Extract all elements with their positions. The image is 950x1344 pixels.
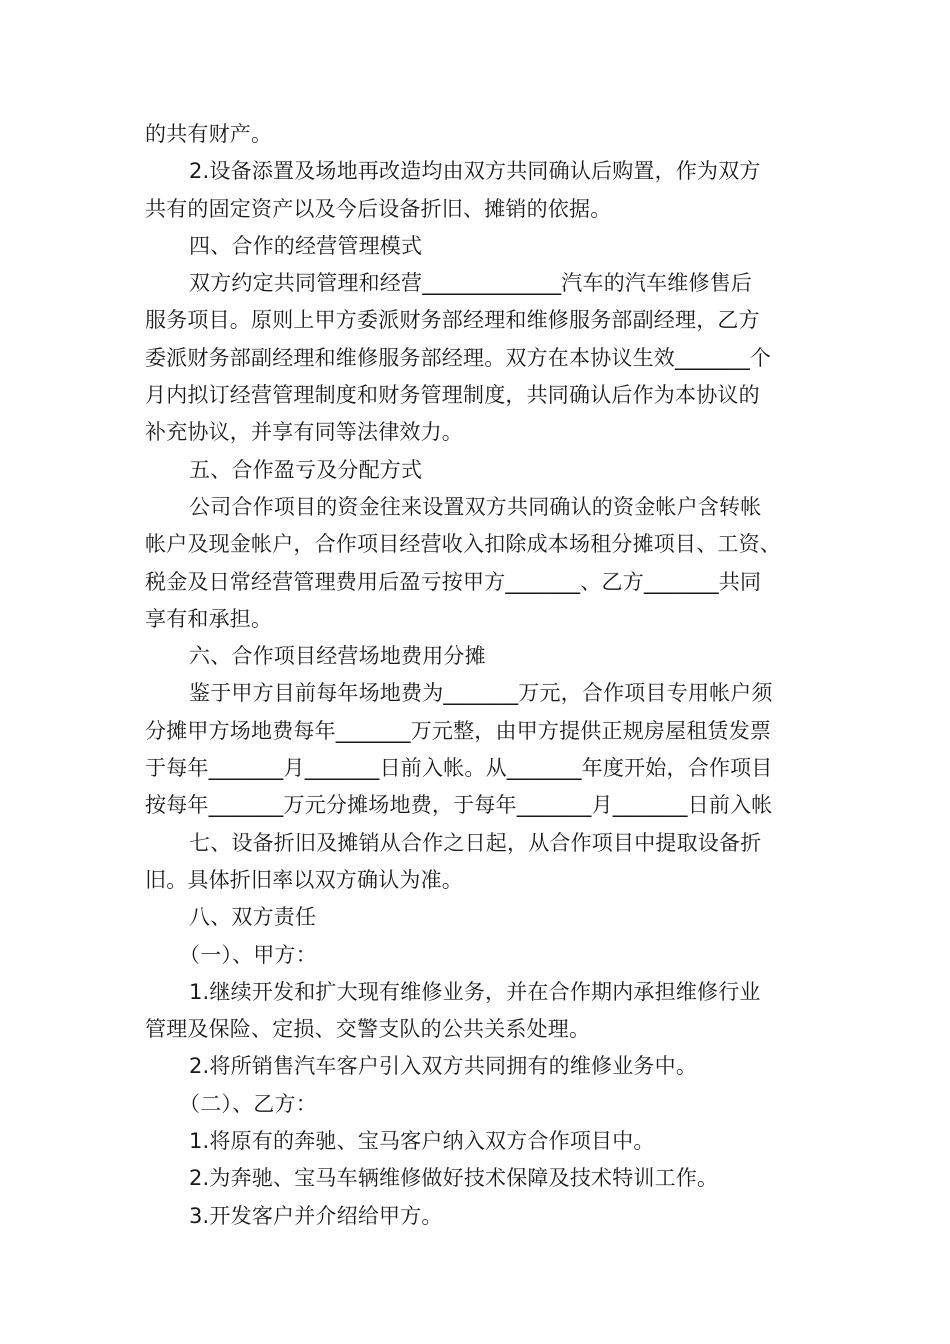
subsection-heading: （一）、甲方： (179, 942, 317, 967)
paragraph-line: 的共有财产。 (145, 122, 273, 146)
paragraph-line: 月内拟订经营管理制度和财务管理制度，共同确认后作为本协议的 (145, 383, 760, 408)
paragraph-line: 税金及日常经营管理费用后盈亏按甲方_______、乙方_______共同 (145, 569, 762, 594)
list-item: 2.为奔驰、宝马车辆维修做好技术保障及技术特训工作。 (189, 1166, 719, 1191)
paragraph-line: 2.设备添置及场地再改造均由双方共同确认后购置，作为双方 (189, 159, 761, 184)
paragraph-line: 共有的固定资产以及今后设备折旧、摊销的依据。 (145, 196, 612, 221)
paragraph-line: 委派财务部副经理和维修服务部经理。双方在本协议生效_______个 (145, 345, 772, 370)
list-item: 3.开发客户并介绍给甲方。 (189, 1203, 443, 1228)
paragraph-line: 于每年_______月_______日前入帐。从_______年度开始，合作项目 (145, 756, 773, 781)
paragraph-line: 按每年_______万元分摊场地费，于每年_______月_______日前入帐 (145, 793, 773, 818)
paragraph-line: 七、设备折旧及摊销从合作之日起，从合作项目中提取设备折 (189, 830, 762, 855)
list-item: 2.将所销售汽车客户引入双方共同拥有的维修业务中。 (189, 1054, 698, 1079)
paragraph-line: 服务项目。原则上甲方委派财务部经理和维修服务部副经理，乙方 (145, 308, 760, 333)
list-item: 1.继续开发和扩大现有维修业务，并在合作期内承担维修行业 (189, 979, 761, 1004)
subsection-heading: （二）、乙方： (179, 1091, 317, 1116)
paragraph-line: 鉴于甲方目前每年场地费为_______万元，合作项目专用帐户须 (189, 681, 773, 706)
section-heading: 四、合作的经营管理模式 (189, 233, 423, 258)
paragraph-line: 公司合作项目的资金往来设置双方共同确认的资金帐户含转帐 (189, 494, 762, 519)
section-heading: 六、合作项目经营场地费用分摊 (189, 644, 486, 669)
list-item: 1.将原有的奔驰、宝马客户纳入双方合作项目中。 (189, 1129, 655, 1154)
paragraph-line: 分摊甲方场地费每年_______万元整，由甲方提供正规房屋租赁发票 (145, 718, 772, 743)
section-heading: 八、双方责任 (189, 905, 317, 930)
section-heading: 五、合作盈亏及分配方式 (189, 457, 423, 482)
document-body (145, 116, 807, 1235)
paragraph-line: 补充协议，并享有同等法律效力。 (145, 420, 463, 445)
paragraph-line: 管理及保险、定损、交警支队的公共关系处理。 (145, 1017, 591, 1042)
paragraph-line: 享有和承担。 (145, 606, 273, 631)
paragraph-line: 帐户及现金帐户，合作项目经营收入扣除成本场租分摊项目、工资、 (145, 532, 781, 557)
paragraph-line: 旧。具体折旧率以双方确认为准。 (145, 867, 463, 892)
paragraph-line: 双方约定共同管理和经营_____________汽车的汽车维修售后 (189, 271, 753, 296)
